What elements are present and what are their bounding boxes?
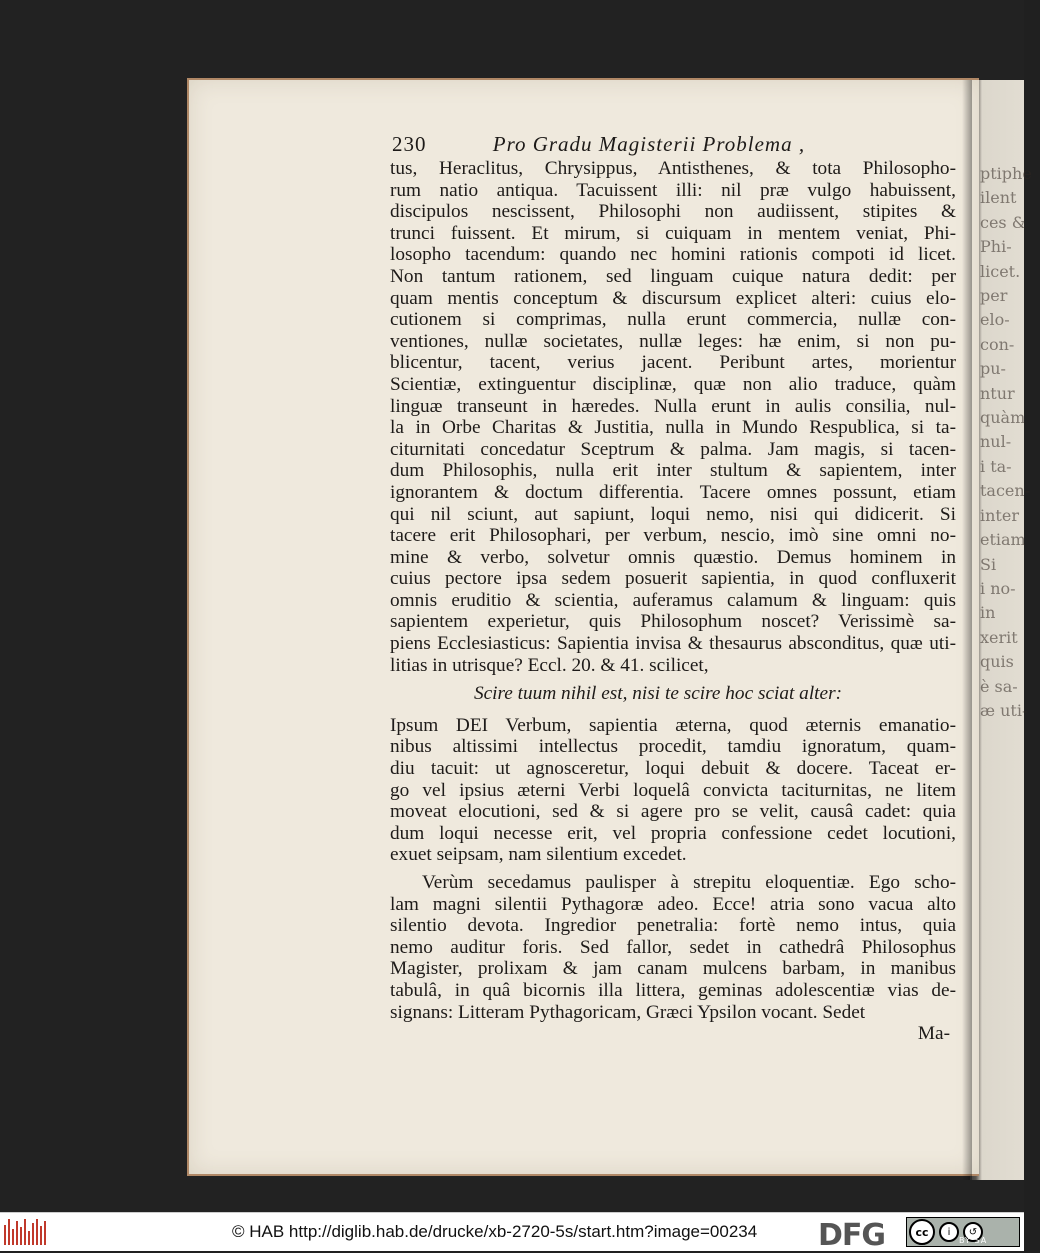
facing-page-fragment: etiam (980, 530, 1026, 550)
library-barcode-logo (4, 1219, 48, 1245)
text-line: qui nil sciunt, aut sapiunt, loqui nemo, nisi qui didicerit. Si (390, 503, 956, 525)
facing-page-text (980, 162, 1040, 723)
facing-page-fragment: quis (980, 652, 1014, 672)
facing-page-fragment: i no- (980, 578, 1016, 598)
facing-page-fragment: xerit (980, 627, 1018, 647)
text-line: la in Orbe Charitas & Justitia, nulla in Mundo Respublica, si ta- (390, 417, 956, 439)
copyright-link[interactable]: © HAB http://diglib.hab.de/drucke/xb-2720-5s/start.htm?image=00234 (232, 1222, 758, 1241)
page-fold-shadow (962, 80, 972, 1180)
text-line: piens Ecclesiasticus: Sapientia invisa & thesaurus absconditus, quæ uti- (390, 633, 956, 655)
facing-page-fragment: nul- (980, 432, 1012, 452)
facing-page-fragment: Si (980, 554, 997, 574)
facing-page-fragment: pu- (980, 359, 1006, 379)
text-line: rum natio antiqua. Tacuissent illi: nil præ vulgo habuissent, (390, 179, 956, 201)
facing-page-fragment: tacen- (980, 481, 1031, 501)
text-line: blicentur, tacent, verius jacent. Peribunt artes, morientur (390, 352, 956, 374)
text-line: Scientiæ, extinguentur disciplinæ, quæ non alio traduce, quàm (390, 373, 956, 395)
by-icon: i (939, 1222, 959, 1242)
facing-page-fragment: ptiphe (980, 164, 1032, 183)
viewer-footer (0, 1212, 1024, 1251)
text-line: silentio devota. Ingredior penetralia: fortè nemo intus, quia (390, 915, 956, 937)
facing-page-fragment: ces & (980, 212, 1026, 232)
running-title: Pro Gradu Magisterii Problema , (492, 132, 806, 156)
facing-page-fragment: in (980, 603, 996, 623)
text-line: discipulos nescissent, Philosophi non audiissent, stipites & (390, 201, 956, 223)
text-line: lam magni silentii Pythagoræ adeo. Ecce! atria sono vacua alto (390, 893, 956, 915)
text-line: linguæ transeunt in hæredes. Nulla erunt in aulis consilia, nul- (390, 395, 956, 417)
paragraph-2 (390, 715, 956, 866)
text-line: omnis eruditio & scientia, auferamus calamum & linguam: quis (390, 589, 956, 611)
cc-icon: cc (909, 1219, 935, 1245)
text-line: cutionem si comprimas, nulla erunt commercia, nullæ con- (390, 309, 956, 331)
facing-page-fragment: quàm (980, 408, 1026, 428)
text-line: ignorantem & doctum differentia. Tacere omnes possunt, etiam (390, 481, 956, 503)
text-line: tacere erit Philosophari, per verbum, nescio, imò sine omni no- (390, 525, 956, 547)
text-line: losopho tacendum: quando nec homini rationis compoti id licet. (390, 244, 956, 266)
text-line: go vel ipsius æterni Verbi loquelâ convicta taciturnitas, ne litem (390, 779, 956, 801)
text-line: mine & verbo, solvetur omnis quæstio. Demus hominem in (390, 546, 956, 568)
text-line: Non tantum rationem, sed linguam cuique natura dedit: per (390, 265, 956, 287)
text-line: quam mentis conceptum & discursum explicet alteri: cuius elo- (390, 287, 956, 309)
text-line: ventiones, nullæ societates, nullæ leges: hæ enim, si non pu- (390, 330, 956, 352)
text-line: signans: Litteram Pythagoricam, Græci Ypsilon vocant. Sedet (390, 1001, 866, 1023)
text-line: diu tacuit: ut agnosceretur, loqui debuit & docere. Taceat er- (390, 758, 956, 780)
page-number: 230 (392, 132, 427, 156)
text-line: tabulâ, in quâ bicornis illa littera, geminas adolescentiæ vias de- (390, 979, 956, 1001)
text-line: sapientem experietur, quis Philosophum noscet? Verissimè sa- (390, 611, 956, 633)
text-line: nibus altissimi intellectus procedit, tamdiu ignoratum, quam- (390, 736, 956, 758)
text-line: Ipsum DEI Verbum, sapientia æterna, quod æternis emanatio- (390, 714, 956, 736)
facing-page-fragment: licet. (980, 261, 1021, 281)
text-line: Magister, prolixam & jam canam mulcens barbam, in manibus (390, 958, 956, 980)
sa-icon: ↺ (963, 1222, 983, 1242)
facing-page-fragment: è sa- (980, 676, 1018, 696)
text-line: exuet seipsam, nam silentium excedet. (390, 844, 687, 866)
facing-page-fragment: i ta- (980, 456, 1012, 476)
cc-license-badge[interactable] (906, 1217, 1020, 1247)
facing-page-fragment: con- (980, 334, 1015, 354)
text-line: dum loqui necesse erit, vel propria confessione cedet locutioni, (390, 822, 956, 844)
facing-page-fragment: per (980, 286, 1008, 306)
text-line: trunci fuissent. Et mirum, si cuiquam in mentem veniat, Phi- (390, 222, 956, 244)
dfg-logo: DFG (818, 1218, 886, 1253)
paragraph-1 (390, 158, 956, 676)
text-line: tus, Heraclitus, Chrysippus, Antisthenes, & tota Philosopho- (390, 158, 956, 179)
text-line: dum Philosophis, nulla erit inter stultum & sapientem, inter (390, 460, 956, 482)
paragraph-3 (390, 872, 956, 1023)
body-text (390, 158, 956, 1045)
text-line: nemo auditur foris. Sed fallor, sedet in cathedrâ Philosophus (390, 936, 956, 958)
text-line: cuius pectore ipsa sedem posuerit sapientia, in quod confluxerit (390, 568, 956, 590)
text-line: citurnitati concedatur Sceptrum & palma. Jam magis, si tacen- (390, 438, 956, 460)
facing-page-fragment: elo- (980, 310, 1010, 330)
facing-page-fragment: æ uti- (980, 700, 1028, 720)
verse-line: Scire tuum nihil est, nisi te scire hoc sciat alter: (473, 683, 843, 705)
running-head (392, 132, 952, 157)
facing-page-fragment: Phi- (980, 237, 1012, 257)
text-line: litias in utrisque? Eccl. 20. & 41. scilicet, (390, 654, 709, 676)
facing-page-fragment: ilent (980, 188, 1017, 208)
text-line: moveat elocutioni, sed & si agere pro se velit, causâ cadet: quia (390, 801, 956, 823)
facing-page-fragment: inter (980, 505, 1019, 525)
license-label: BY SA (959, 1236, 988, 1245)
text-line: Verùm secedamus paulisper à strepitu eloquentiæ. Ego scho- (422, 872, 956, 893)
catchword: Ma- (917, 1023, 950, 1045)
facing-page-fragment: ntur (980, 383, 1015, 403)
